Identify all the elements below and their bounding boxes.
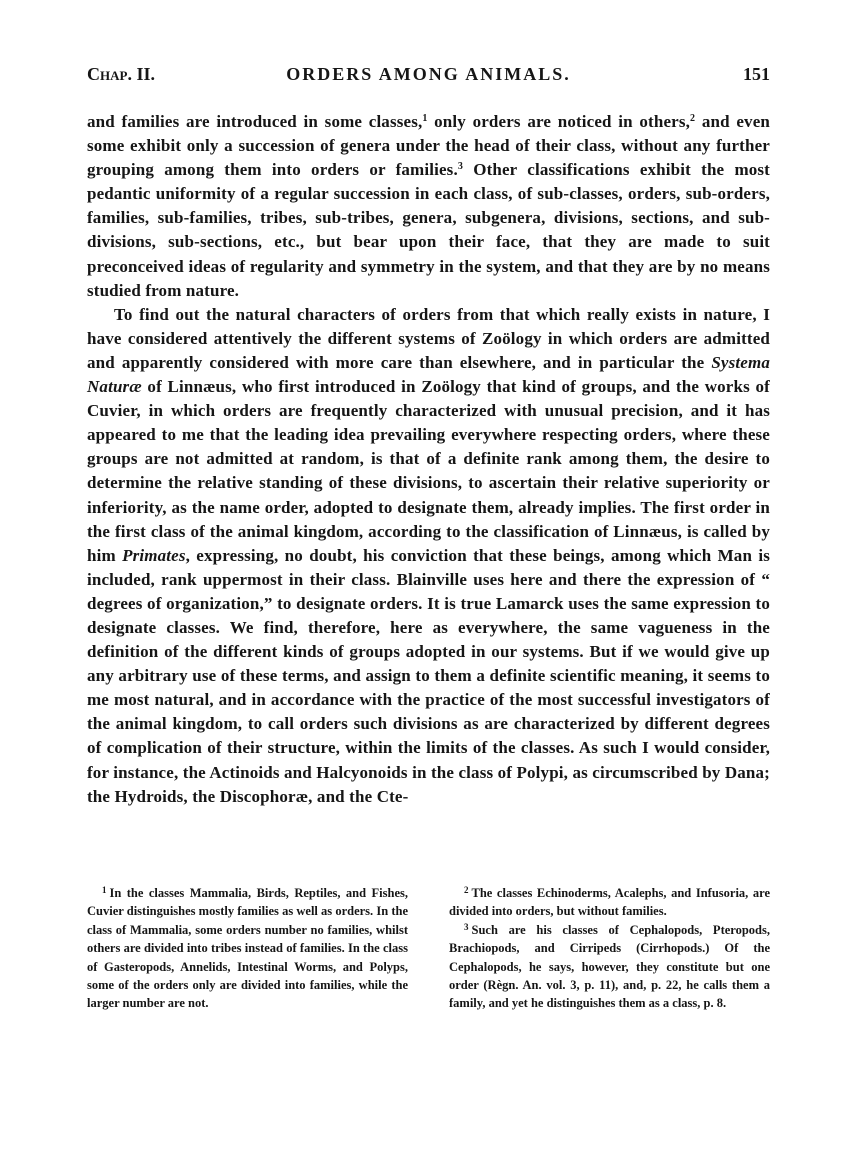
text-run: To find out the natural characters of orders from that which really exists in nature, I have considered attentively the different systems of Zoölogy in which orders are admitted and apparently considered with more care than elsewhere, and in particular the xyxy=(87,304,770,372)
footnotes xyxy=(87,884,770,1054)
paragraph-1 xyxy=(87,110,770,303)
footnote-2 xyxy=(449,884,770,921)
text-run: of Linnæus, who first introduced in Zoölogy that kind of groups, and the works of Cuvier, in which orders are frequently characterized with unusual precision, and it has appeared to me that the leading idea prevailing everywhere respecting orders, where these groups are not admitted at random, is that of a definite rank among them, the desire to determine the relative standing of these divisions, to ascertain their relative superiority or inferiority, as the name order, adopted to designate them, already implies. The first order in the first class of the animal kingdom, according to the classification of Linnæus, is called by him xyxy=(87,377,770,565)
footnote-text: Such are his classes of Cephalopods, Pteropods, Brachiopods, and Cirripeds (Cirrhopods.) Of the Cephalopods, he says, however, they constitute but one order (Règn. An. vol. 3, p. 11), and, p. 22, he calls them a family, and yet he distinguishes them as a class, p. 8. xyxy=(449,922,770,1011)
paragraph-2 xyxy=(87,303,770,809)
footnote-text: In the classes Mammalia, Birds, Reptiles, and Fishes, Cuvier distinguishes mostly families as well as orders. In the class of Mammalia, some orders number no families, whilst others are divided into tribes instead of families. In the class of Gasteropods, Annelids, Intestinal Worms, and Polyps, some of the orders only are divided into families, while the larger number are not. xyxy=(87,886,408,1011)
text-run: and families are introduced in some classes, xyxy=(87,112,423,131)
chapter-label: Chap. II. xyxy=(87,64,155,84)
italic-term-primates: Primates xyxy=(122,545,186,565)
text-run: Other classifications exhibit the most pedantic uniformity of a regular succession in each class, of sub-classes, orders, sub-orders, families, sub-families, tribes, sub-tribes, genera, subgenera, divisions, sections, and sub-divisions, sub-sections, etc., but bear upon their face, that they are made to suit preconceived ideas of regularity and symmetry in the system, and that they are by no means studied from nature. xyxy=(87,160,770,300)
italic-title-systema-naturae: Systema Naturæ xyxy=(87,352,770,397)
footnote-mark: 3 xyxy=(464,921,469,932)
footnote-1 xyxy=(87,884,408,1013)
footnote-column-left xyxy=(87,884,408,1013)
footnote-3 xyxy=(449,921,770,1013)
main-text xyxy=(87,110,770,809)
text-run: , expressing, no doubt, his conviction that these beings, among which Man is included, rank uppermost in their class. Blainville uses here and there the expression of “ degrees of organization,” to designate orders. It is true Lamarck uses the same expression to designate classes. We find, therefore, here as everywhere, the same vagueness in the definition of the different kinds of groups adopted in our systems. But if we would give up any arbitrary use of these terms, and assign to them a definite scientific meaning, it seems to me most natural, and in accordance with the practice of the most successful investigators of the animal kingdom, to call orders such divisions as are characterized by different degrees of complication of their structure, within the limits of the classes. As such I would consider, for instance, the Actinoids and Halcyonoids in the class of Polypi, as circumscribed by Dana; the Hydroids, the Discophoræ, and the Cte- xyxy=(87,545,770,806)
footnote-ref-2: 2 xyxy=(690,113,696,124)
running-title: ORDERS AMONG ANIMALS. xyxy=(286,64,571,84)
text-run: and even some exhibit only a succession of genera under the head of their class, without any further grouping among them into orders or families. xyxy=(87,112,770,180)
running-head xyxy=(87,64,770,90)
footnote-ref-3: 3 xyxy=(457,161,463,173)
footnote-text: The classes Echinoderms, Acalephs, and Infusoria, are divided into orders, but without families. xyxy=(449,886,770,919)
text-run: only orders are noticed in others, xyxy=(427,112,691,131)
page-number: 151 xyxy=(743,64,770,84)
footnote-column-right xyxy=(449,884,770,1013)
footnote-mark: 2 xyxy=(464,885,469,895)
footnote-ref-1: 1 xyxy=(422,113,428,124)
footnote-mark: 1 xyxy=(102,885,107,895)
